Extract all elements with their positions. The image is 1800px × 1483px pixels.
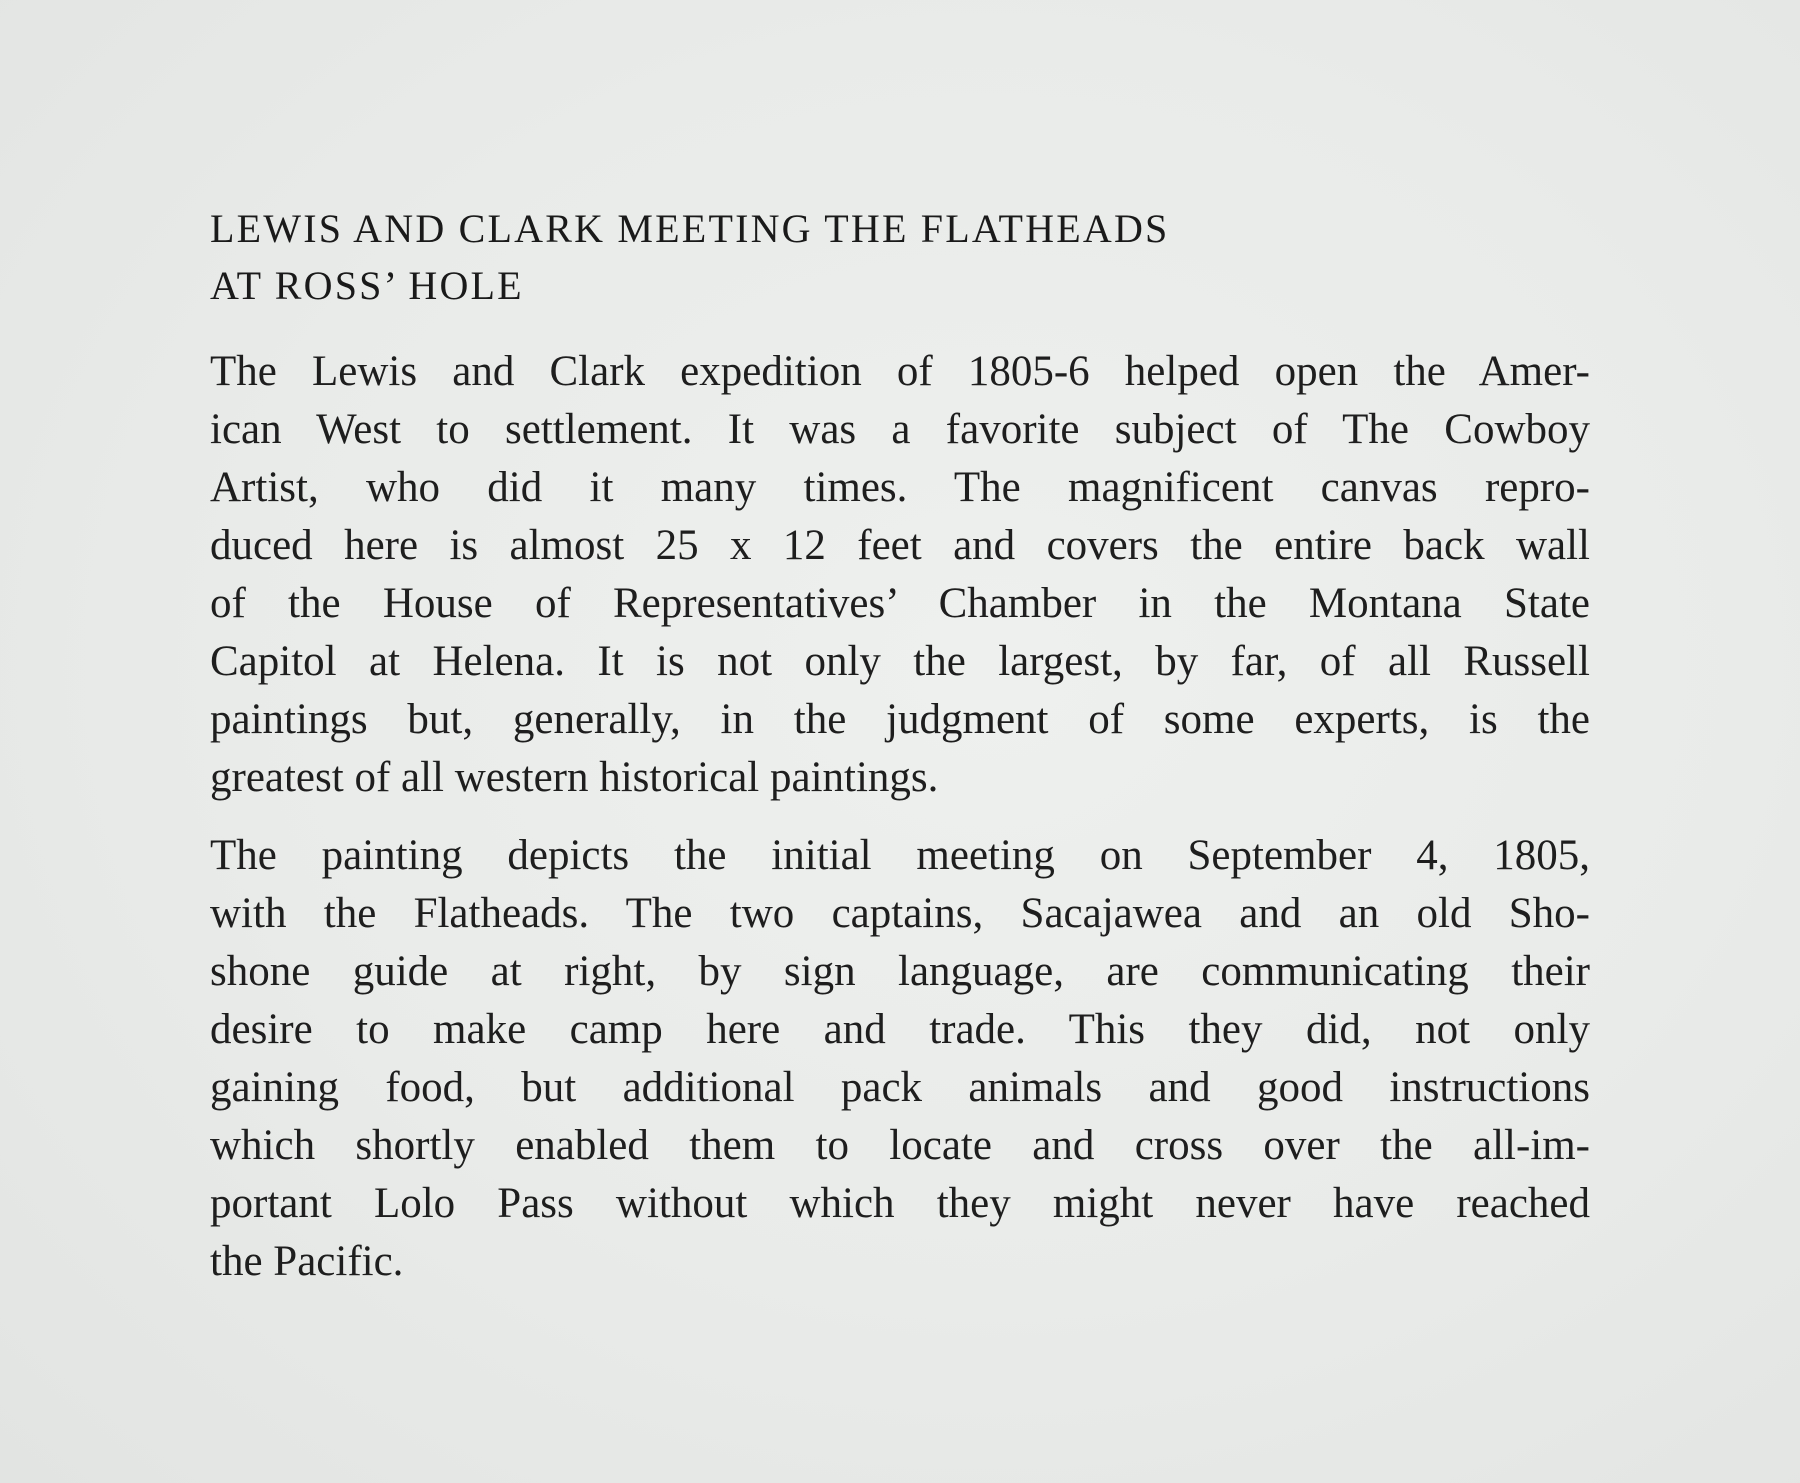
text-line: paintings but, generally, in the judgment of some experts, is the xyxy=(210,696,1590,743)
text-line: which shortly enabled them to locate and cross over the all-im- xyxy=(210,1122,1590,1169)
paragraph-painting xyxy=(210,827,1590,1291)
title-line: LEWIS AND CLARK MEETING THE FLATHEADS xyxy=(210,206,1170,251)
text-line: of the House of Representatives’ Chamber in the Montana State xyxy=(210,580,1590,627)
text-block xyxy=(210,200,1590,1291)
text-line: Artist, who did it many times. The magnificent canvas repro- xyxy=(210,464,1590,511)
title-line: AT ROSS’ HOLE xyxy=(210,263,524,308)
text-line: desire to make camp here and trade. This they did, not only xyxy=(210,1006,1590,1053)
text-line: with the Flatheads. The two captains, Sacajawea and an old Sho- xyxy=(210,890,1590,937)
text-line: ican West to settlement. It was a favorite subject of The Cowboy xyxy=(210,406,1590,453)
text-line: greatest of all western historical paintings. xyxy=(210,754,939,801)
text-line: Capitol at Helena. It is not only the largest, by far, of all Russell xyxy=(210,638,1590,685)
page-title xyxy=(210,200,1590,314)
paragraph-expedition xyxy=(210,343,1590,807)
text-line: portant Lolo Pass without which they might never have reached xyxy=(210,1180,1590,1227)
text-line: duced here is almost 25 x 12 feet and covers the entire back wall xyxy=(210,522,1590,569)
text-line: The Lewis and Clark expedition of 1805-6 helped open the Amer- xyxy=(210,348,1590,395)
text-line: shone guide at right, by sign language, are communicating their xyxy=(210,948,1590,995)
text-line: the Pacific. xyxy=(210,1238,404,1285)
text-line: The painting depicts the initial meeting on September 4, 1805, xyxy=(210,832,1590,879)
text-line: gaining food, but additional pack animals and good instructions xyxy=(210,1064,1590,1111)
